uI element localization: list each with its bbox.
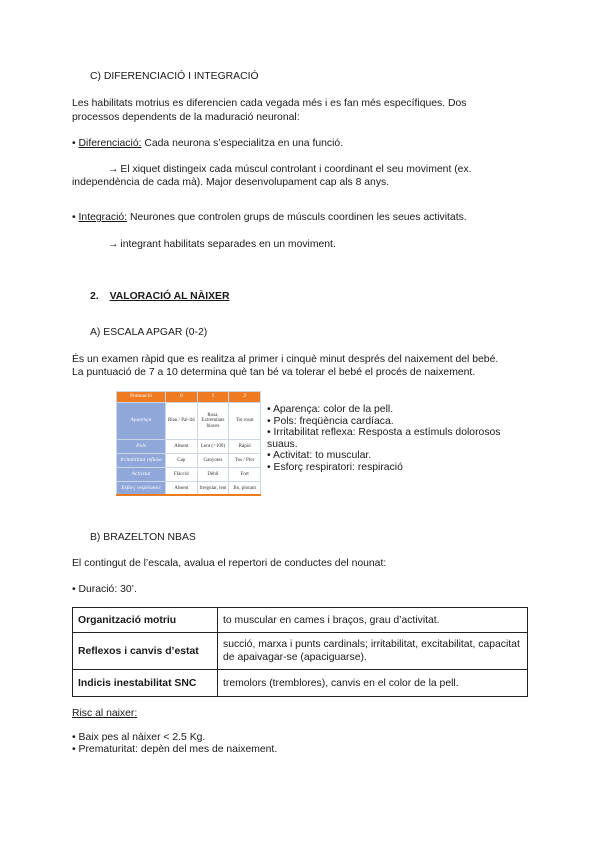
diferenciacio-label: Diferenciació: <box>78 138 142 149</box>
apgar-cell: Dèbil <box>197 468 229 482</box>
apgar-header-cell: 2 <box>229 392 261 403</box>
table-key: Organització motriu <box>73 608 218 633</box>
apgar-header-cell: Puntuació <box>117 392 166 403</box>
list-item: • Baix pes al nàixer < 2.5 Kg. <box>72 732 206 743</box>
table-value: to muscular en cames i braços, grau d’activitat. <box>218 608 528 633</box>
section-2-number: 2. <box>90 291 99 302</box>
table-row <box>73 670 528 697</box>
list-item: • Activitat: to muscular. <box>267 450 372 461</box>
apgar-cell: Bo, plorant <box>229 482 261 496</box>
list-item: • Prematuritat: depèn del mes de naixement. <box>72 744 278 755</box>
table-key: Indicis inestabilitat SNC <box>73 670 218 697</box>
list-item: • Esforç respiratori: respiració <box>267 461 403 473</box>
integracio-example: → integrant habilitats separades en un moviment. <box>108 239 336 250</box>
list-item: • Aparença: color de la pell. <box>267 404 394 415</box>
apgar-cell: Flàccid <box>165 468 197 482</box>
apgar-intro-1: És un examen ràpid que es realitza al primer i cinquè minut després del naixement del bebé. <box>72 354 499 365</box>
integracio-item <box>72 211 467 225</box>
diferenciacio-example-1: → El xiquet distingeix cada múscul controlant i coordinant el seu moviment (ex. <box>108 164 472 175</box>
apgar-cell: Cap <box>165 454 197 468</box>
apgar-header-cell: 1 <box>197 392 229 403</box>
list-item: • Pols: freqüència cardíaca. <box>267 415 394 427</box>
bullet: • <box>72 138 76 149</box>
brazelton-duration: • Duració: 30’. <box>72 584 137 595</box>
apgar-cell: Tot rosat <box>229 403 261 440</box>
apgar-row <box>117 454 261 468</box>
table-key: Reflexos i canvis d’estat <box>73 633 218 670</box>
right-arrow-icon: → <box>108 239 119 250</box>
right-arrow-icon: → <box>108 164 119 175</box>
apgar-cell: Lent (<100) <box>197 440 229 454</box>
brazelton-heading: B) BRAZELTON NBAS <box>90 532 196 543</box>
diferenciacio-item <box>72 137 343 151</box>
section-c-heading: C) DIFERENCIACIÓ I INTEGRACIÓ <box>90 71 259 82</box>
apgar-intro-2: La puntuació de 7 a 10 determina què tan bé va tolerar el bebé el procés de naixement. <box>72 367 476 378</box>
apgar-row-label: Pols <box>117 440 166 454</box>
diferenciacio-example-2: independència de cada mà). Major desenvolupament cap als 8 anys. <box>72 177 390 188</box>
table-value: succió, marxa i punts cardinals; irritabilitat, excitabilitat, capacitat de apaivagar-se (apaciguarse). <box>218 633 528 670</box>
apgar-cell: Fort <box>229 468 261 482</box>
section-2-title: VALORACIÓ AL NÀIXER <box>109 291 230 302</box>
apgar-cell: Irregular, lent <box>197 482 229 496</box>
apgar-row <box>117 468 261 482</box>
table-row <box>73 633 528 670</box>
table-row <box>73 608 528 633</box>
table-value: tremolors (tremblores), canvis en el color de la pell. <box>218 670 528 697</box>
list-item: • Irritabilitat reflexa: Resposta a estímuls dolorosos suaus. <box>267 427 501 450</box>
apgar-row-label: Esforç respiratori <box>117 482 166 496</box>
brazelton-table <box>72 607 528 697</box>
apgar-table-bottom-bar <box>116 494 261 496</box>
apgar-header-row <box>117 392 261 403</box>
apgar-heading: A) ESCALA APGAR (0-2) <box>90 327 208 338</box>
brazelton-intro: El contingut de l’escala, avalua el repertori de conductes del nounat: <box>72 558 387 569</box>
risc-title: Risc al naixer: <box>72 708 138 719</box>
apgar-cell: Rosa, Extremitats blaves <box>197 403 229 440</box>
apgar-table <box>116 391 261 496</box>
apgar-row-label: Aparença <box>117 403 166 440</box>
apgar-row-label: Activitat <box>117 468 166 482</box>
apgar-row-label: Irritabilitat reflexa <box>117 454 166 468</box>
apgar-cell: Ràpid <box>229 440 261 454</box>
apgar-row <box>117 440 261 454</box>
section-c-intro-2: processos dependents de la maduració neuronal: <box>72 112 300 123</box>
integracio-text: Neurones que controlen grups de músculs coordinen les seues activitats. <box>127 212 467 223</box>
apgar-row <box>117 403 261 440</box>
apgar-cell: Tos / Plor <box>229 454 261 468</box>
apgar-cell: Absent <box>165 440 197 454</box>
apgar-header-cell: 0 <box>165 392 197 403</box>
apgar-bullet-list <box>267 404 529 473</box>
integracio-label: Integració: <box>78 212 128 223</box>
bullet: • <box>72 212 76 223</box>
apgar-cell: Ganyotes <box>197 454 229 468</box>
apgar-cell: Absent <box>165 482 197 496</box>
section-2-heading <box>90 290 229 304</box>
diferenciacio-text: Cada neurona s’especialitza en una funció. <box>141 138 344 149</box>
apgar-cell: Blau / Pàl·lid <box>165 403 197 440</box>
section-c-intro-1: Les habilitats motrius es diferencien cada vegada més i es fan més específiques. Dos <box>72 98 467 109</box>
